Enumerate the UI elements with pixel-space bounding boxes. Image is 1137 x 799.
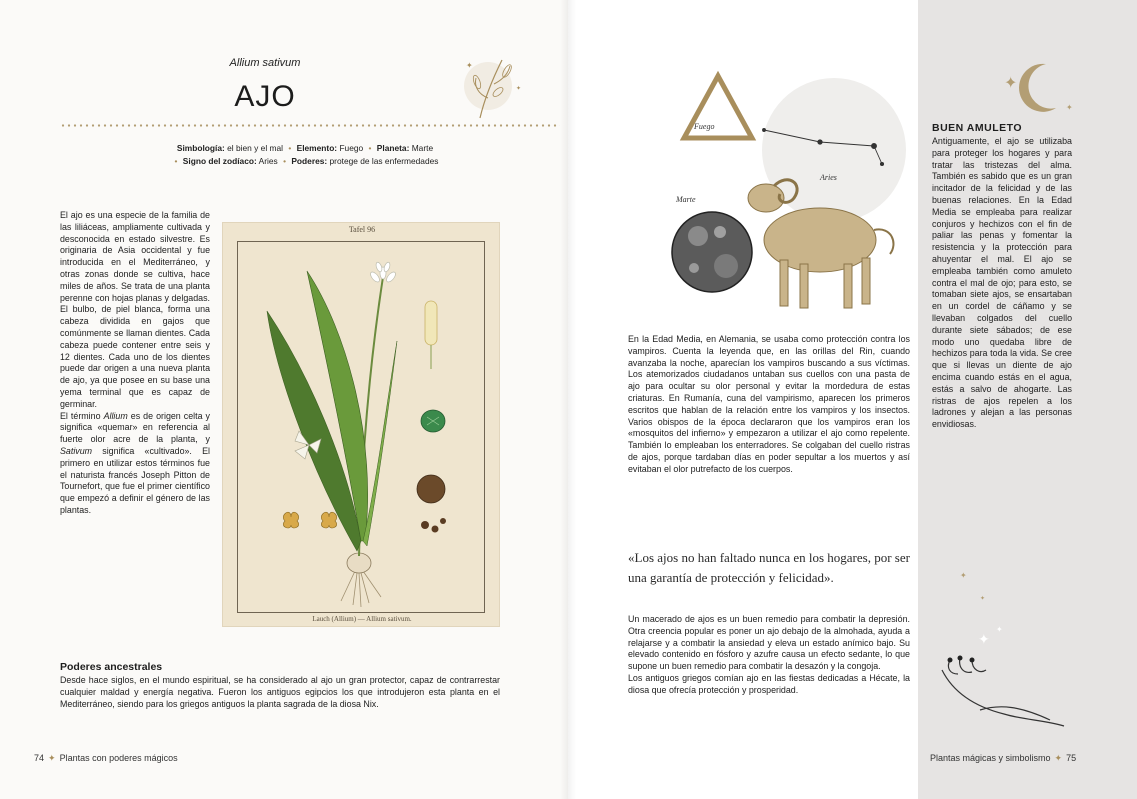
separator-icon: • [368,143,372,153]
page-number: 74 [34,753,45,763]
page-title: AJO [234,80,296,113]
intro-text [60,210,210,517]
hand-moon-icon [920,560,1080,740]
element-label: Fuego [694,122,715,131]
sidebar-heading: BUEN AMULETO [932,122,1022,134]
garlic-plant-drawing [237,241,485,613]
right-paragraph: Los antiguos griegos comían ajo en las fiestas dedicadas a Hécate, la diosa que ofrecía protección y prosperidad. [628,672,910,695]
separator-icon: • [288,143,292,153]
astrology-illustration [624,60,924,320]
attribute-label: Planeta: [376,143,410,153]
attribute-value: protege de las enfermedades [329,156,439,166]
svg-text:✦: ✦ [980,596,986,602]
term-allium: Allium [103,410,128,421]
book-gutter [560,0,576,799]
section-text: Desde hace siglos, en el mundo espiritual, se ha considerado al ajo un gran protector, capaz de contrarrestar cualquier maldad y energía negativa. Fueron los antiguos egipcios los que introdujeron esta planta en el Mediterráneo, siendo para los griegos antiguos la planta sagrada de la diosa Nix. [60,675,500,709]
folio-right [930,753,1076,764]
sprig-icon [450,46,530,126]
svg-text:✦: ✦ [466,61,473,70]
svg-text:✦: ✦ [978,631,990,647]
attribute-value: Aries [258,156,278,166]
attribute-list [95,142,515,168]
mars-planet-icon [672,212,752,292]
right-body-text: En la Edad Media, en Alemania, se usaba como protección contra los vampiros. Cuenta la leyenda que, en las orillas del Rin, cuando avanzaba la noche, aparecían los vampiros buscando a sus víctimas. Los atemorizados ciudadanos untaban sus cuellos con una pasta de ajo para ocultar su olor personal y evitar la mordedura de estas criaturas. En Rumanía, cuna del vampirismo, aparecen los primeros escritos que hablan de la relación entre los vampiros y los insectos. Varios obispos de la época declararon que los vampiros eran los «mosquitos del infierno» y empezaron a utilizar el ajo como repelente. También lo empleaban los enterradores. Se colgaban del cuello ristras de ajos, porque tardaban días en poder sepultar a los muertos y así evitaban el olor putrefacto de los cuerpos. [628,334,910,474]
planet-label: Marte [676,195,696,204]
separator-icon: • [283,156,287,166]
running-section: Plantas con poderes mágicos [59,753,178,763]
text-run: significa «cultivado». El primero en utilizar estos términos fue el naturista francés Joseph Pitton de Tournefort, que fue el primer científico que empezó a definir el género de las plantas. [60,445,210,515]
attribute-label: Simbología: [176,143,225,153]
text-run: El término [60,410,104,421]
intro-paragraph [60,411,210,517]
attribute-value: Marte [411,143,434,153]
star-icon: ✦ [1054,753,1063,763]
crescent-moon-icon [990,58,1090,118]
illustration-caption: Lauch (Allium) — Allium sativum. [312,615,412,623]
star-icon: ✦ [48,753,56,763]
attribute-line-2 [95,155,515,168]
latin-name: Allium sativum [229,57,301,69]
separator-icon: • [174,156,178,166]
right-body-text-2 [628,614,910,697]
attribute-value: Fuego [339,143,364,153]
right-paragraph: Un macerado de ajos es un buen remedio para combatir la depresión. Otra creencia popular es poner un ajo debajo de la almohada, ayuda a relajarse y a combatir la ansiedad y eleva un estado anímico bajo. Su elevado contenido en fósforo y azufre causa un efecto sedante, lo que supone un buen remedio para combatir la desazón y la congoja. [628,614,910,672]
text-run: es de origen celta y significa «quemar» en referencia al fuerte olor acre de la planta, y [60,410,210,445]
running-section: Plantas mágicas y simbolismo [930,753,1051,763]
svg-text:✦: ✦ [1004,75,1018,92]
attribute-label: Signo del zodíaco: [182,156,257,166]
svg-text:✦: ✦ [516,86,522,92]
svg-text:✦: ✦ [960,571,967,580]
sign-label: Aries [820,173,837,182]
attribute-label: Poderes: [291,156,328,166]
plate-number: Tafel 96 [348,225,376,234]
svg-text:✦: ✦ [1066,103,1073,112]
attribute-line-1 [95,142,515,155]
term-sativum: Sativum [60,445,93,456]
botanical-illustration [222,222,500,627]
svg-text:✦: ✦ [996,625,1003,634]
intro-paragraph: El ajo es una especie de la familia de las liliáceas, ampliamente cultivada y desconocida en estado silvestre. Es originaria de Asia occidental y fue introducida en el Mediterráneo, y otras zonas donde se cultiva, hace miles de años. Se trata de una planta perenne con hojas planas y delgadas. El bulbo, de piel blanca, forma una cabeza dividida en gajos que comúnmente se llaman dientes. Cada cabeza puede contener entre seis y 12 dientes. Cada uno de los dientes puede dar origen a una nueva planta de ajo, ya que posee en su base una yema terminal que es capaz de germinar. [60,210,210,409]
folio-left [34,753,178,764]
section-heading: Poderes ancestrales [60,661,163,673]
pull-quote: «Los ajos no han faltado nunca en los hogares, por ser una garantía de protección y felicidad». [628,550,910,585]
attribute-label: Elemento: [296,143,338,153]
sidebar-text: Antiguamente, el ajo se utilizaba para proteger los hogares y para tratar las tristezas del alma. También es sabido que es un gran incitador de la felicidad y de las buenas relaciones. En la Edad Media se empleaba para realizar conjuros y hechizos con el fin de paliar las penas y fomentar la resistencia y la protección para ahuyentar el mal. El ajo se empleaba también como amuleto contra el mal de ojo; para esto, se tomaban siete ajos, se ensartaban en un cordel de cáñamo y se llevaban colgados del cuello durante siete sábados; de ese modo uno quedaba libre de hechizos para toda la vida. Se cree que si llevas un diente de ajo encima cuando estás en el agua, estás a salvo de ahogarte. Las ristras de ajos repelen a los ladrones y alejan a las personas envidiosas. [932,136,1072,430]
page-number: 75 [1066,753,1077,763]
attribute-value: el bien y el mal [227,143,284,153]
dotted-divider [60,124,560,127]
